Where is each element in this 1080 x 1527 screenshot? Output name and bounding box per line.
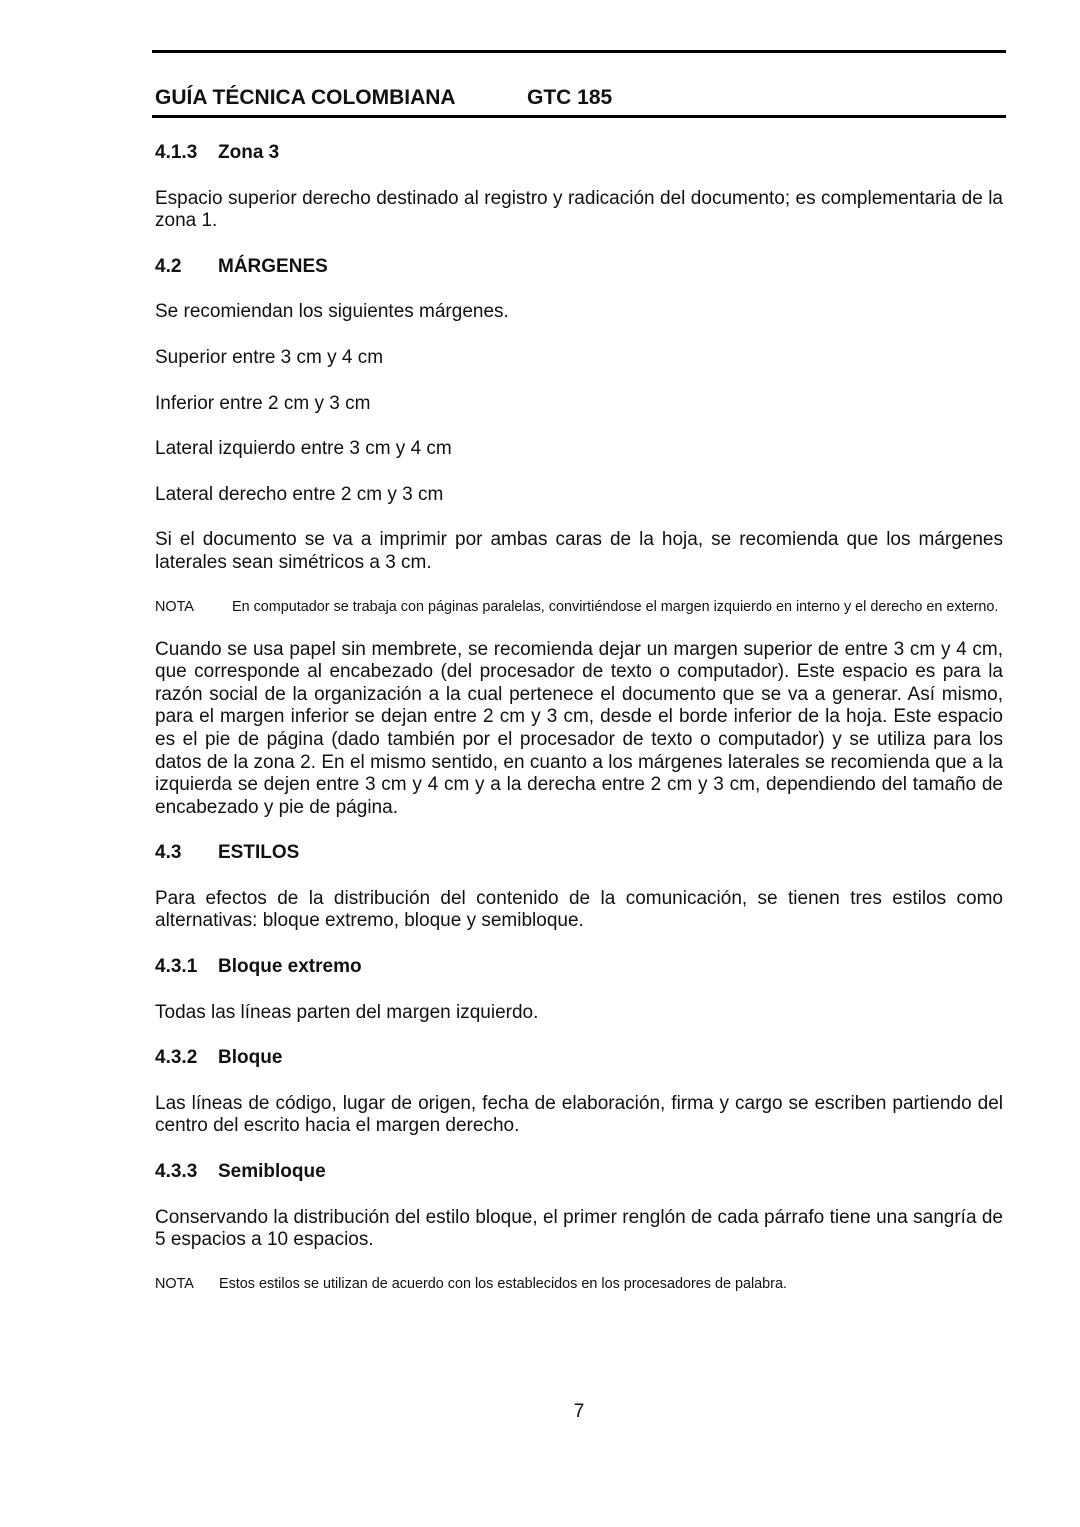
note — [155, 598, 1003, 616]
header-code: GTC 185 — [527, 86, 613, 109]
header-bottom-rule — [152, 115, 1006, 118]
note-text: En computador se trabaja con páginas paralelas, convirtiéndose el margen izquierdo en interno y el derecho en externo. — [232, 598, 999, 615]
margin-bottom-item: Inferior entre 2 cm y 3 cm — [155, 392, 371, 414]
section-number: 4.3.3 — [155, 1161, 198, 1183]
page-header — [155, 84, 613, 112]
section-heading-4-1-3 — [155, 142, 1003, 165]
paragraph: Si el documento se va a imprimir por ambas caras de la hoja, se recomienda que los márgenes laterales sean simétricos a 3 cm. — [155, 529, 1003, 573]
section-title: MÁRGENES — [218, 255, 328, 277]
header-title: GUÍA TÉCNICA COLOMBIANA — [155, 86, 456, 109]
note-label: NOTA — [155, 1275, 194, 1292]
paragraph: Conservando la distribución del estilo bloque, el primer renglón de cada párrafo tiene una sangría de 5 espacios a 10 espacios. — [155, 1206, 1003, 1251]
section-title: ESTILOS — [218, 842, 300, 864]
paragraph: Todas las líneas parten del margen izquierdo. — [155, 1001, 539, 1023]
section-heading-4-3 — [155, 842, 1003, 865]
section-number: 4.3 — [155, 842, 182, 864]
section-title: Zona 3 — [218, 142, 280, 163]
margin-right-item: Lateral derecho entre 2 cm y 3 cm — [155, 483, 444, 505]
section-number: 4.2 — [155, 255, 182, 277]
paragraph: Cuando se usa papel sin membrete, se recomienda dejar un margen superior de entre 3 cm y 4 cm, que corresponde al encabezado (del procesador de texto o computador). Este espacio es para la razón social de la organización a la cual pertenece el documento que se va a generar. Así mismo, para el margen inferior se dejan entre 2 cm y 3 cm, desde el borde inferior de la hoja. Este espacio es el pie de página (dado también por el procesador de texto o computador) y se utiliza para los datos de la zona 2. En el mismo sentido, en cuanto a los márgenes laterales se recomienda que a la izquierda se dejen entre 3 cm y 4 cm y a la derecha entre 2 cm y 3 cm, dependiendo del tamaño de encabezado y pie de página. — [155, 638, 1003, 818]
margin-left-item: Lateral izquierdo entre 3 cm y 4 cm — [155, 438, 452, 460]
section-number: 4.1.3 — [155, 142, 198, 163]
section-heading-4-3-3 — [155, 1161, 1003, 1184]
note-label: NOTA — [155, 598, 194, 615]
margin-top-item: Superior entre 3 cm y 4 cm — [155, 346, 384, 368]
section-title: Semibloque — [218, 1161, 326, 1183]
paragraph: Se recomiendan los siguientes márgenes. — [155, 301, 509, 323]
section-heading-4-3-1 — [155, 956, 1003, 979]
section-number: 4.3.2 — [155, 1047, 198, 1069]
note-text: Estos estilos se utilizan de acuerdo con los establecidos en los procesadores de palabra. — [219, 1275, 787, 1292]
section-heading-4-2 — [155, 256, 1003, 279]
section-title: Bloque extremo — [218, 956, 362, 978]
page-number: 7 — [573, 1401, 585, 1422]
header-top-rule — [152, 50, 1006, 53]
note — [155, 1275, 1003, 1293]
paragraph: Espacio superior derecho destinado al registro y radicación del documento; es complementaria de la zona 1. — [155, 187, 1003, 232]
document-body — [155, 142, 1003, 1316]
section-title: Bloque — [218, 1047, 283, 1069]
section-number: 4.3.1 — [155, 956, 198, 978]
section-heading-4-3-2 — [155, 1047, 1003, 1070]
paragraph: Para efectos de la distribución del contenido de la comunicación, se tienen tres estilos como alternativas: bloque extremo, bloque y semibloque. — [155, 887, 1003, 932]
paragraph: Las líneas de código, lugar de origen, fecha de elaboración, firma y cargo se escriben partiendo del centro del escrito hacia el margen derecho. — [155, 1092, 1003, 1137]
